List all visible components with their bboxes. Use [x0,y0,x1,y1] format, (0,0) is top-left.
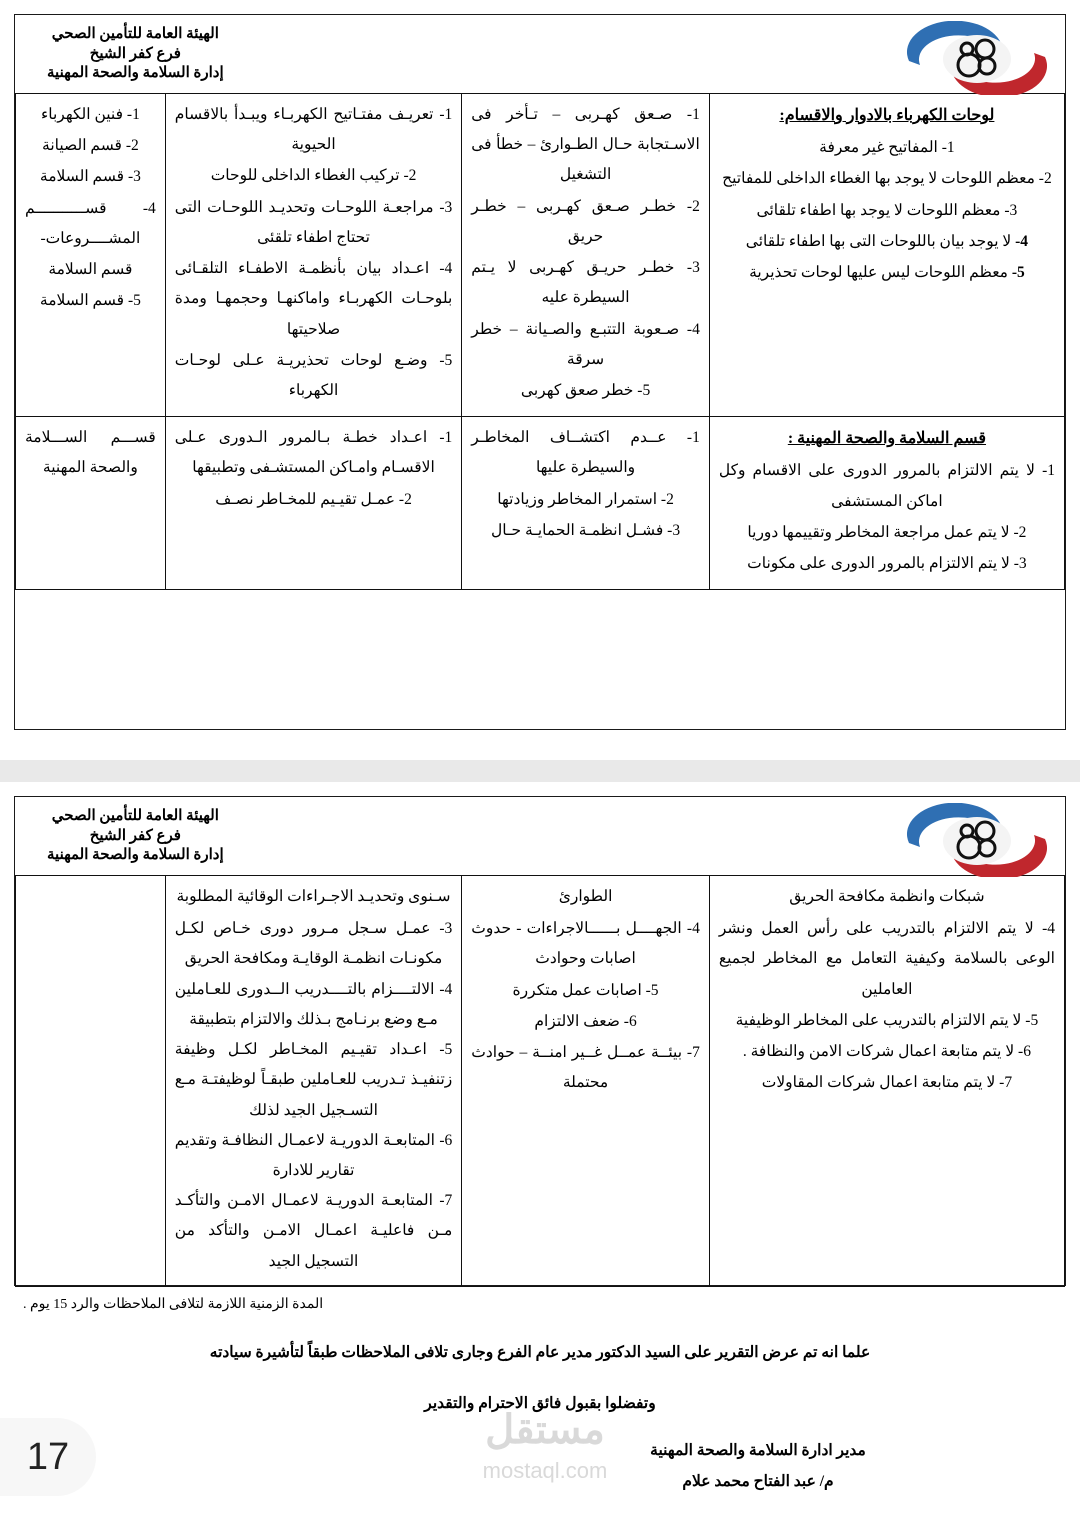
item-number: 6- [1018,1043,1031,1061]
signer-name: م/ عبد الفتاح محمد علام [682,1473,834,1491]
item-text: معظم اللوحات لا يوجد بها اطفاء تلقائى [756,201,1001,219]
header-text-block [25,21,224,84]
item-text: صـعق كهـربى – تـأخر فى الاسـتجابة حـال الطـوارئ – خطأ فى التشغيل [471,106,700,184]
list-item [175,193,452,253]
item-text: عــدم اكتشــاف المخاطـر والسيطرة عليها [471,429,667,477]
list-observations-electrical [719,133,1055,288]
header-line-branch: فرع كفر الشيخ [89,827,181,844]
list-item [175,100,452,160]
item-number: 1- [1042,462,1055,480]
item-text: استمرار المخاطر وزيادتها [497,490,658,508]
item-text: المفاتيح غير معرفة [819,139,938,157]
list-responsible-parties-electrical [25,100,156,317]
continued-text-lead: سـنوى وتحديـد الاجـراءات الوقائية المطلوبة [176,888,451,905]
list-item [25,286,156,316]
item-text: ضعف الالتزام [534,1012,620,1030]
item-number: 2- [1038,170,1052,188]
item-text: عمـل سـجل مـرور دورى خـاص لكـل مكونـات انظمـة الوقايـة ومكافحة الحريق [174,920,443,968]
item-text: اعـداد بيان بأنظمـة الاطفـاء التلقـائى بلوحـات الكهربـاء واماكنهـا وحجمهـا ومدة صلاحيتها [174,260,453,338]
item-number: 7- [686,1044,700,1062]
cell-risks-electrical [462,94,710,417]
list-item [719,133,1055,163]
item-text: بيئــة عمــل غــير امنــة – حوادث محتملة [471,1044,683,1092]
list-item [175,423,452,483]
list-item [471,914,700,974]
item-number: 5- [439,351,453,369]
list-item [175,1186,452,1277]
item-text: قسم الصيانة [42,137,122,155]
item-text: المتابعـة الدوريـة لاعمـال النظافـة وتقديم تقارير للادارة [174,1131,435,1179]
item-text: صـعوبة التتبـع والصـيانة – خطر سرقة [471,320,680,368]
item-text: المتابعـة الدوريـة لاعمـال الامـن والتأكـد مـن فاعليـة اعمـال الامـن والتأكد من التسجيل الجيد [174,1192,453,1270]
list-item [719,1068,1055,1098]
item-text: تعريـف مفتـاتيح الكهربـاء ويبـدأ بالاقسام الحيوية [174,106,434,154]
item-number: 5- [1025,1011,1039,1029]
item-number: 5- [127,292,141,310]
section-title-fire-networks: شبكات وانظمة مكافحة الحريق [789,888,985,905]
item-text: اعـداد خطـة بـالمرور الـدورى عـلى الاقسـام وامـاكن المستشـفى وتطبيقها [174,429,435,477]
item-text: قســـــــــــم المشــــروعات- [25,199,141,247]
item-number: 4- [686,320,700,338]
list-risks-emergency [471,914,700,1098]
list-item [175,485,452,515]
item-text: لا يتم الالتزام بالمرور الدورى على مكونات [747,555,1010,573]
health-insurance-authority-logo [901,21,1053,95]
item-number: 1- [941,139,955,157]
cell-corrective-actions-electrical [165,94,461,417]
item-text: اعـداد تقيـيم المخـاطر لكـل وظيفة زتنفيـذ تـدريب للعـاملين طبقـاً لوظيفتـة مـع التسـجيل الجيد لذلك [174,1041,453,1119]
item-text: قســـم الســـلامة والصحة المهنية [25,429,156,477]
item-number: 5- [637,381,651,399]
item-text: تركيب الغطاء الداخلى للوحات [210,167,400,185]
item-number: 5- [1011,264,1025,282]
item-number: 7- [439,1192,453,1210]
page-separator [0,760,1080,782]
item-number: 1- [439,429,453,447]
watermark-arabic-text: مستقل [485,1407,605,1452]
item-number: 7- [999,1074,1013,1092]
findings-table-page-1 [15,93,1065,590]
signer-title: مدير ادارة السلامة والصحة المهنية [650,1442,866,1460]
list-corrective-actions-electrical [175,100,452,406]
list-observations-fire-systems [719,914,1055,1098]
item-text: لا يتم الالتزام بالتدريب على المخاطر الوظيفية [735,1011,1022,1029]
list-item [175,254,452,345]
item-text: عمـل تقيـيم للمخـاطر نصـف [215,490,396,508]
list-item [471,192,700,252]
item-number: 1- [126,106,140,123]
list-item [175,1126,452,1186]
list-corrective-actions-fire-systems [175,914,452,1277]
cell-risks-emergency [462,876,710,1287]
watermark-latin-text: mostaql.com [482,1458,608,1483]
item-number: 4- [142,199,156,217]
item-number: 3- [439,198,453,216]
cell-corrective-actions-fire-systems [165,876,461,1287]
item-number: 4- [1042,920,1055,938]
list-item [25,100,156,130]
item-number: 2- [398,490,412,508]
cell-observations-ohs [709,417,1064,590]
table-row [16,876,1065,1287]
list-observations-ohs [719,456,1055,579]
list-responsible-parties-ohs [25,423,156,483]
item-text: لا يتم عمل مراجعة المخاطر وتقييمها دوريا [747,523,1010,541]
item-text: لا يتم متابعة اعمال شركات المقاولات [761,1074,996,1092]
item-number: 2- [686,197,700,215]
item-number: 1- [686,429,700,447]
item-text: معظم اللوحات ليس عليها لوحات تحذيرية [749,264,1008,282]
document-page-2 [0,782,1080,1514]
cell-responsible-party-electrical [16,94,166,417]
item-text: الالتــــزام بالتــــدريب الــدورى للعـاملين مـع وضع برنـامج بـذلك والالتزام بتطبيقة [174,980,438,1028]
cell-risks-ohs [462,417,710,590]
item-number: 3- [127,168,141,186]
cell-corrective-actions-ohs [165,417,461,590]
table-row [16,94,1065,417]
approval-statement: علما انه تم عرض التقرير على السيد الدكتور مدير عام الفرع وجارى تلافى الملاحظات طبقاً لتأشيرة سيادته [209,1343,871,1361]
list-item [471,376,700,406]
list-item [719,456,1055,516]
document-footer [15,1287,1065,1497]
page-number-badge: 17 [0,1418,96,1496]
item-number: 5- [439,1041,453,1059]
item-text: اصابات عمل متكررة [512,981,642,999]
item-text: لا يوجد بيان باللوحات التى بها اطفاء تلقائى [745,232,1012,250]
header-line-authority: الهيئة العامة للتأمين الصحي [51,808,219,824]
signature-block [543,1435,973,1497]
list-item [471,976,700,1006]
section-title-electrical-panels: لوحات الكهرباء بالادوار والاقسام: [779,107,995,124]
list-item [719,1006,1055,1036]
item-text: مراجعـة اللوحـات وتحديـد اللوحـات التى تحتاج اطفاء تلقئى [174,198,434,246]
item-text: قسم السلامة [39,168,125,186]
item-number: 1- [439,106,453,123]
closing-salutation: وتفضلوا بقبول فائق الاحترام والتقدير [424,1395,656,1413]
cell-observations-electrical [709,94,1064,417]
section-title-ohs-department: قسم السلامة والصحة المهنية : [787,430,987,448]
item-number: 1- [686,106,700,123]
cell-responsible-party-empty [16,876,166,1287]
list-risks-electrical [471,100,700,406]
list-item [471,423,700,483]
item-number: 3- [439,920,453,938]
list-item [719,196,1055,226]
header-text-block [25,803,224,866]
list-item [719,227,1055,257]
header-line-authority: الهيئة العامة للتأمين الصحي [51,26,219,42]
item-number: 2- [660,490,674,508]
header-line-department: إدارة السلامة والصحة المهنية [47,65,224,81]
document-header-page-2 [15,797,1065,875]
findings-table-page-2 [15,875,1065,1287]
item-number: 2- [1013,523,1027,541]
list-item [175,1035,452,1126]
item-number: 3- [686,259,700,277]
item-text: وضـع لوحات تحذيريـة عـلى لوحـات الكهرباء [174,351,428,399]
list-item [719,164,1055,194]
item-text: لا يتم الالتزام بالتدريب على رأس العمل ونشر الوعى بالسلامة وكيفية التعامل مع المخاطر لجميع العاملين [718,920,1055,998]
item-text: خطـر صـعق كهـربى – خطـر حريق [471,197,677,245]
item-number: 6- [623,1012,637,1030]
page-1-sheet [14,14,1066,730]
item-text: لا يتم متابعة اعمال شركات الامن والنظافة . [742,1043,1015,1061]
table-row [16,417,1065,590]
list-item [25,423,156,483]
item-number: 4- [439,980,453,998]
item-number: 3- [1004,201,1018,219]
list-item [25,255,156,285]
item-number: 2- [403,167,417,185]
item-text: قسم السلامة [48,261,133,279]
list-item [719,549,1055,579]
list-item [719,518,1055,548]
header-line-branch: فرع كفر الشيخ [89,45,181,62]
list-item [175,975,452,1035]
item-text: الجهــــل بــــــالاجراءات - حدوث اصابات وحوادث [471,920,682,968]
item-number: 3- [667,521,681,539]
list-item [175,914,452,974]
list-item [471,516,700,546]
item-number: 4- [439,260,453,278]
item-text: قسم السلامة [39,292,125,310]
list-item [471,1007,700,1037]
list-item [471,315,700,375]
list-item [471,1038,700,1098]
list-item [719,258,1055,288]
list-item [471,485,700,515]
section-title-emergency: الطوارئ [558,888,613,905]
item-text: معظم اللوحات لا يوجد بها الغطاء الداخلى للمفاتيح [722,170,1035,188]
item-number: 4- [1015,232,1029,250]
deadline-note: المدة الزمنية اللازمة لتلافى الملاحظات والرد 15 يوم . [23,1296,324,1312]
list-risks-ohs [471,423,700,546]
list-item [25,131,156,161]
item-number: 5- [645,981,659,999]
item-text: فنين الكهرباء [40,106,124,123]
list-item [719,914,1055,1005]
list-item [25,194,156,254]
health-insurance-authority-logo [901,803,1053,877]
cell-responsible-party-ohs [16,417,166,590]
item-text: لا يتم الالتزام بالمرور الدورى على الاقسام وكل اماكن المستشفى [718,462,1035,510]
list-item [471,253,700,313]
list-item [175,161,452,191]
list-corrective-actions-ohs [175,423,452,515]
item-number: 2- [125,137,139,155]
list-item [471,100,700,191]
item-number: 4- [686,920,700,938]
document-header-page-1 [15,15,1065,93]
item-number: 6- [439,1131,453,1149]
list-item [25,162,156,192]
header-line-department: إدارة السلامة والصحة المهنية [47,847,224,863]
list-item [175,346,452,406]
item-text: فشـل انظمـة الحمايـة حـال [491,521,664,539]
item-text: خطـر حريـق كهـربى لا يـتم السيطرة عليه [471,259,675,307]
cell-observations-fire-systems [709,876,1064,1287]
item-number: 3- [1013,555,1027,573]
item-text: خطر صعق كهربى [520,381,634,399]
list-item [719,1037,1055,1067]
